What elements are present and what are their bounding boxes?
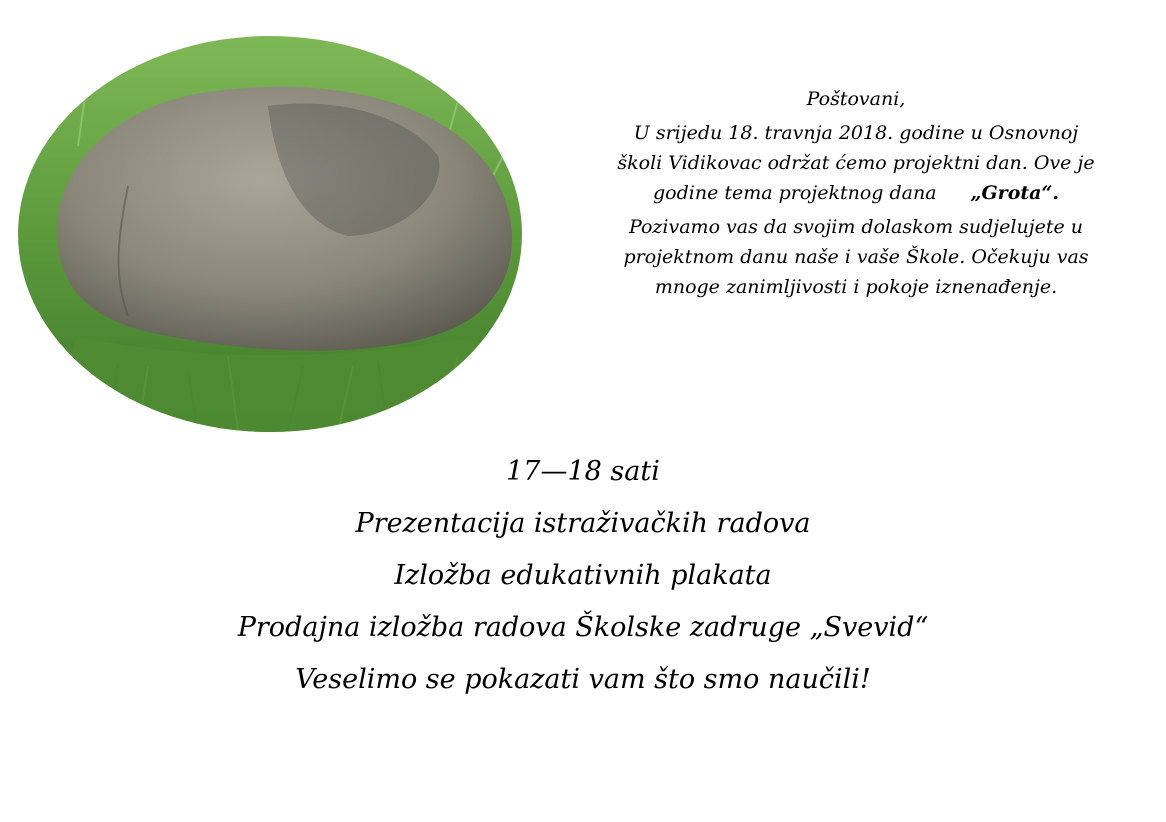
letter-line: U srijedu 18. travnja 2018. godine u Osnovnoj [633, 122, 1079, 144]
letter-line-theme [566, 178, 1146, 208]
project-theme: „Grota“. [970, 182, 1059, 204]
boulder-in-grass-image [18, 36, 522, 432]
program-closing: Veselimo se pokazati vam što smo naučili! [295, 664, 871, 695]
greeting: Poštovani, [806, 88, 906, 110]
program-time: 17—18 sati [506, 456, 660, 487]
boulder-photo [18, 36, 522, 432]
letter-line: školi Vidikovac održat ćemo projektni dan. Ove je [617, 152, 1095, 174]
invitation-letter [566, 84, 1146, 302]
program-item: Prezentacija istraživačkih radova [355, 508, 811, 539]
program-item: Prodajna izložba radova Školske zadruge „Svevid“ [237, 612, 929, 643]
letter-line-prefix: godine tema projektnog dana [653, 182, 937, 204]
program-item: Izložba edukativnih plakata [394, 560, 772, 591]
letter-line: projektnom danu naše i vaše Škole. Očekuju vas [623, 246, 1089, 268]
letter-line: Pozivamo vas da svojim dolaskom sudjelujete u [628, 216, 1084, 238]
program-schedule [0, 446, 1166, 706]
letter-line: mnoge zanimljivosti i pokoje iznenađenje. [654, 276, 1058, 298]
